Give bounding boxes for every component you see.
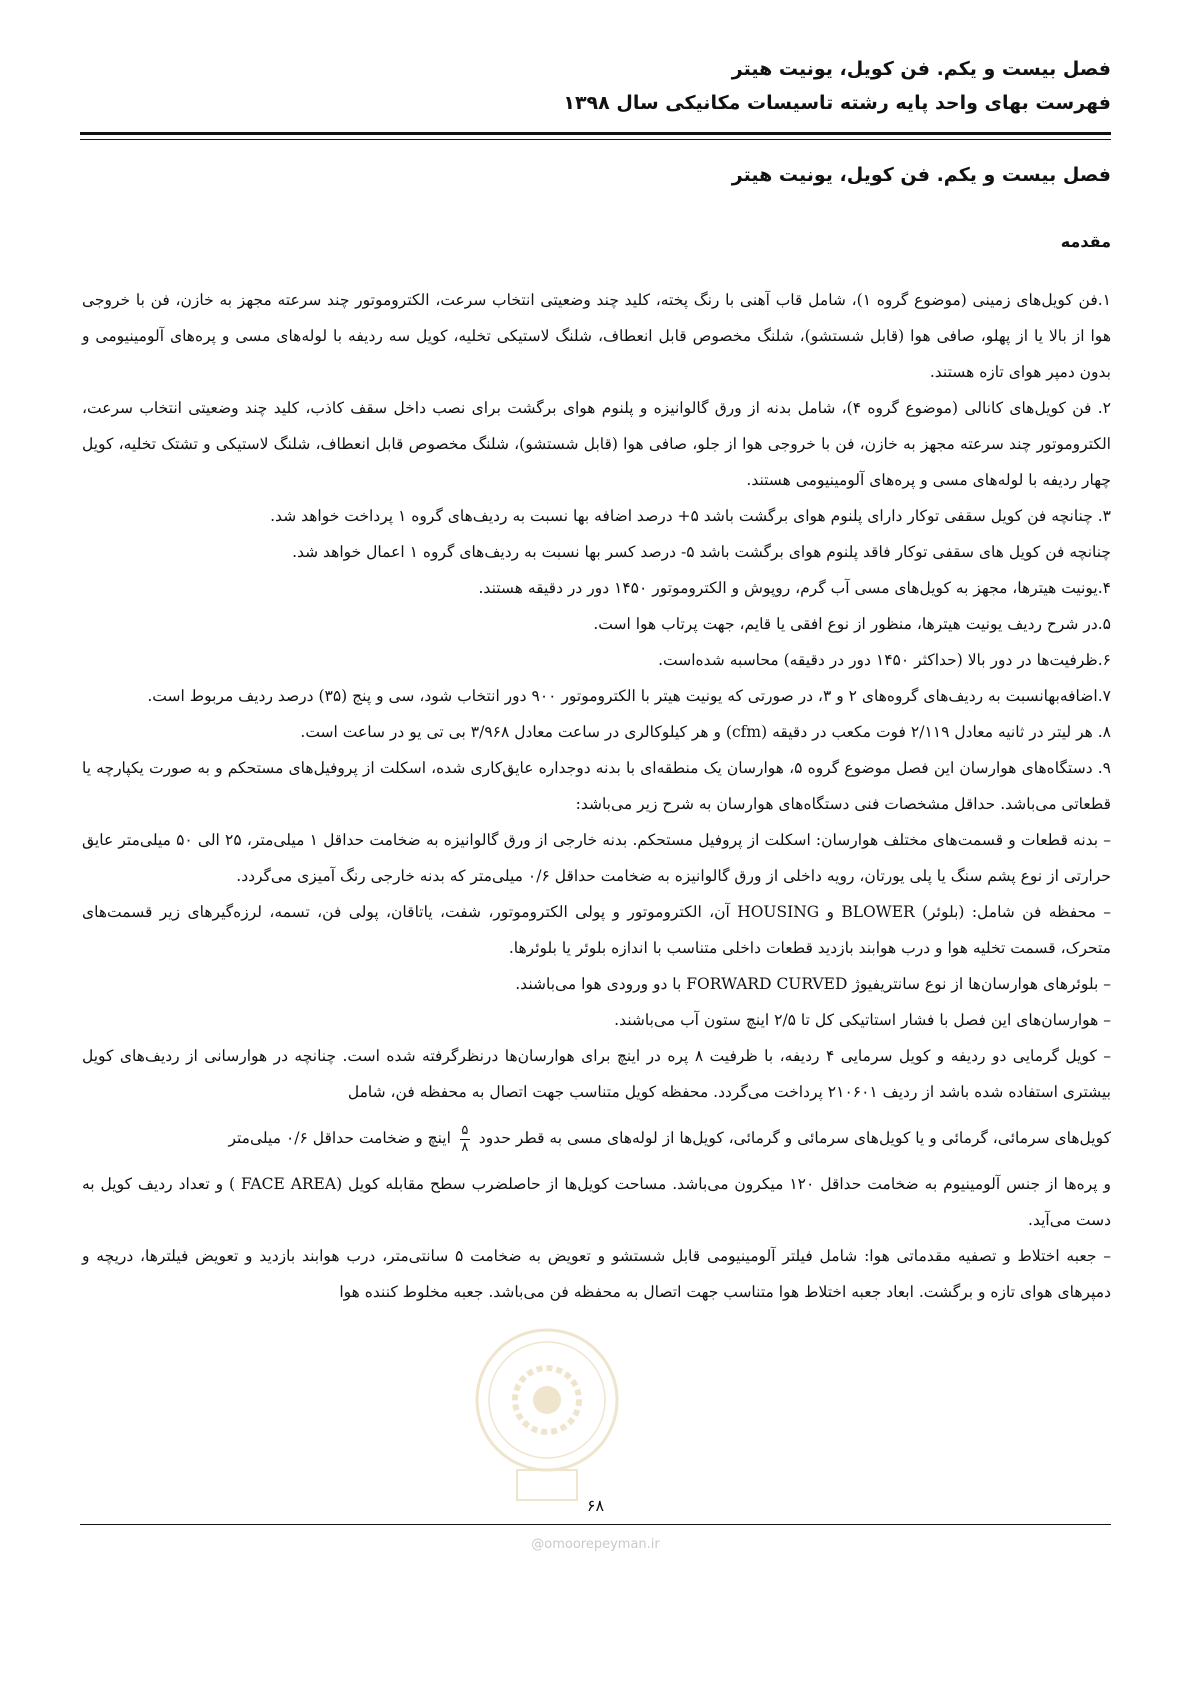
seal-watermark <box>472 1320 622 1510</box>
fraction-numerator: ۵ <box>461 1122 469 1138</box>
paragraph-casing: – بدنه قطعات و قسمت‌های مختلف هوارسان: اسکلت از پروفیل مستحکم. بدنه خارجی از ورق گالوانیزه به ضخامت حداقل ۱ میلی‌متر، ۲۵ الی ۵۰ میلی‌متر عایق حرارتی از نوع پشم سنگ یا پلی یورتان، رویه داخلی از ورق گالوانیزه به ضخامت حداقل ۰/۶ میلی‌متر که بدنه خارجی رنگ آمیزی می‌گردد. <box>82 831 1111 885</box>
coil-sentence-before: کویل‌های سرمائی، گرمائی و یا کویل‌های سرمائی و گرمائی، کویل‌ها از لوله‌های مسی به قطر حدود <box>478 1129 1111 1147</box>
coil-sentence-after: اینچ و ضخامت حداقل ۰/۶ میلی‌متر <box>228 1129 451 1147</box>
paragraph-2: ۲. فن کویل‌های کانالی (موضوع گروه ۴)، شامل بدنه از ورق گالوانیزه و پلنوم هوای برگشت برای نصب داخل سقف کاذب، کلید چند وضعیتی انتخاب سرعت، الکتروموتور چند سرعته مجهز به خازن، فن با خروجی هوا از جلو، صافی هوا (قابل شستشو)، شلنگ مخصوص قابل انعطاف، شلنگ لاستیکی و تشتک تخلیه، کویل چهار ردیفه با لوله‌های مسی و پره‌های آلومینیومی هستند. <box>82 399 1111 489</box>
footer-rule <box>80 1524 1111 1525</box>
fraction-five-eighths <box>460 1124 470 1155</box>
paragraph-mixing-box: – جعبه اختلاط و تصفیه مقدماتی هوا: شامل فیلتر آلومینیومی قابل شستشو و تعویض به ضخامت ۵ سانتی‌متر، درب هوابند بازدید و تعویض فیلترها، دریچه و دمپرهای هوای تازه و برگشت. ابعاد جعبه اختلاط هوا متناسب جهت اتصال به محفظه فن می‌باشد. جعبه مخلوط کننده هوا <box>82 1247 1111 1301</box>
paragraph-4: ۴.یونیت هیترها، مجهز به کویل‌های مسی آب گرم، روپوش و الکتروموتور ۱۴۵۰ دور در دقیقه هستند. <box>478 579 1111 597</box>
footer-site-watermark: @omoorepeyman.ir <box>531 1537 660 1552</box>
paragraph-5: ۵.در شرح ردیف یونیت هیترها، منظور از نوع افقی یا قایم، جهت پرتاب هوا است. <box>593 615 1111 633</box>
paragraph-3b: چنانچه فن کویل های سقفی توکار فاقد پلنوم هوای برگشت باشد ۵- درصد کسر بها نسبت به ردیف‌های گروه ۱ اعمال خواهد شد. <box>292 543 1111 561</box>
paragraph-fins: و پره‌ها از جنس آلومینیوم به ضخامت حداقل ۱۲۰ میکرون می‌باشد. مساحت کویل‌ها از حاصلضرب سطح مقابله کویل (FACE AREA ) و تعداد ردیف کویل به دست می‌آید. <box>82 1175 1112 1229</box>
section-title: مقدمه <box>1060 232 1111 251</box>
header-chapter: فصل بیست و یکم. فن کویل، یونیت هیتر <box>731 58 1111 80</box>
paragraph-8: ۸. هر لیتر در ثانیه معادل ۲/۱۱۹ فوت مکعب در دقیقه (cfm) و هر کیلوکالری در ساعت معادل ۳/۹۶۸ بی تی یو در ساعت است. <box>300 723 1111 741</box>
paragraph-coil-diameter <box>82 1110 1111 1166</box>
page-number: ۶۸ <box>586 1496 605 1515</box>
paragraph-blowers: – بلوئرهای هوارسان‌ها از نوع سانتریفیوژ FORWARD CURVED با دو ورودی هوا می‌باشند. <box>515 975 1111 993</box>
page-header <box>80 52 1111 120</box>
paragraph-coils: – کویل گرمایی دو ردیفه و کویل سرمایی ۴ ردیفه، با ظرفیت ۸ پره در اینچ برای هوارسان‌ها درنظرگرفته شده است. چنانچه در هوارسانی از ردیف‌های کویل بیشتری استفاده شده باشد از ردیف ۲۱۰۶۰۱ پرداخت می‌گردد. محفظه کویل متناسب جهت اتصال به محفظه فن، شامل <box>82 1047 1112 1101</box>
header-rule-thick <box>80 132 1111 135</box>
body-text <box>82 282 1111 1310</box>
header-rule-thin <box>80 139 1111 140</box>
paragraph-6: ۶.ظرفیت‌ها در دور بالا (حداکثر ۱۴۵۰ دور در دقیقه) محاسبه شده‌است. <box>658 651 1111 669</box>
paragraph-fan-housing: – محفظه فن شامل: (بلوئر) BLOWER و HOUSING آن، الکتروموتور و پولی الکتروموتور، شفت، یاتاقان، پولی فن، تسمه، لرزه‌گیرهای زیر قسمت‌های متحرک، قسمت تخلیه هوا و درب هوابند بازدید قطعات داخلی متناسب با اندازه بلوئر یا بلوئرها. <box>82 903 1111 957</box>
fraction-denominator: ۸ <box>461 1139 469 1155</box>
paragraph-7: ۷.اضافه‌بهانسبت به ردیف‌های گروه‌های ۲ و ۳، در صورتی که یونیت هیتر با الکتروموتور ۹۰۰ دور انتخاب شود، سی و پنج (۳۵) درصد ردیف مربوط است. <box>147 687 1111 705</box>
header-catalog-title: فهرست بهای واحد پایه رشته تاسیسات مکانیکی سال ۱۳۹۸ <box>563 92 1111 114</box>
paragraph-static-pressure: – هوارسان‌های این فصل با فشار استاتیکی کل تا ۲/۵ اینچ ستون آب می‌باشند. <box>614 1011 1111 1029</box>
paragraph-3: ۳. چنانچه فن کویل سقفی توکار دارای پلنوم هوای برگشت باشد ۵+ درصد اضافه بها نسبت به ردیف‌های گروه ۱ پرداخت خواهد شد. <box>270 507 1111 525</box>
chapter-title: فصل بیست و یکم. فن کویل، یونیت هیتر <box>731 164 1111 186</box>
paragraph-9: ۹. دستگاه‌های هوارسان این فصل موضوع گروه ۵، هوارسان یک منطقه‌ای با بدنه دوجداره عایق‌کاری شده، اسکلت از پروفیل‌های مستحکم و به صورت یکپارچه یا قطعاتی می‌باشد. حداقل مشخصات فنی دستگاه‌های هوارسان به شرح زیر می‌باشد: <box>82 759 1111 813</box>
paragraph-1: ۱.فن کویل‌های زمینی (موضوع گروه ۱)، شامل قاب آهنی با رنگ پخته، کلید چند وضعیتی انتخاب سرعت، الکتروموتور چند سرعته مجهز به خازن، فن با خروجی هوا از بالا یا از پهلو، صافی هوا (قابل شستشو)، شلنگ مخصوص قابل انعطاف، شلنگ لاستیکی تخلیه، کویل سه ردیفه با لوله‌های مسی و پره‌های آلومینیومی و بدون دمپر هوای تازه هستند. <box>82 291 1111 381</box>
